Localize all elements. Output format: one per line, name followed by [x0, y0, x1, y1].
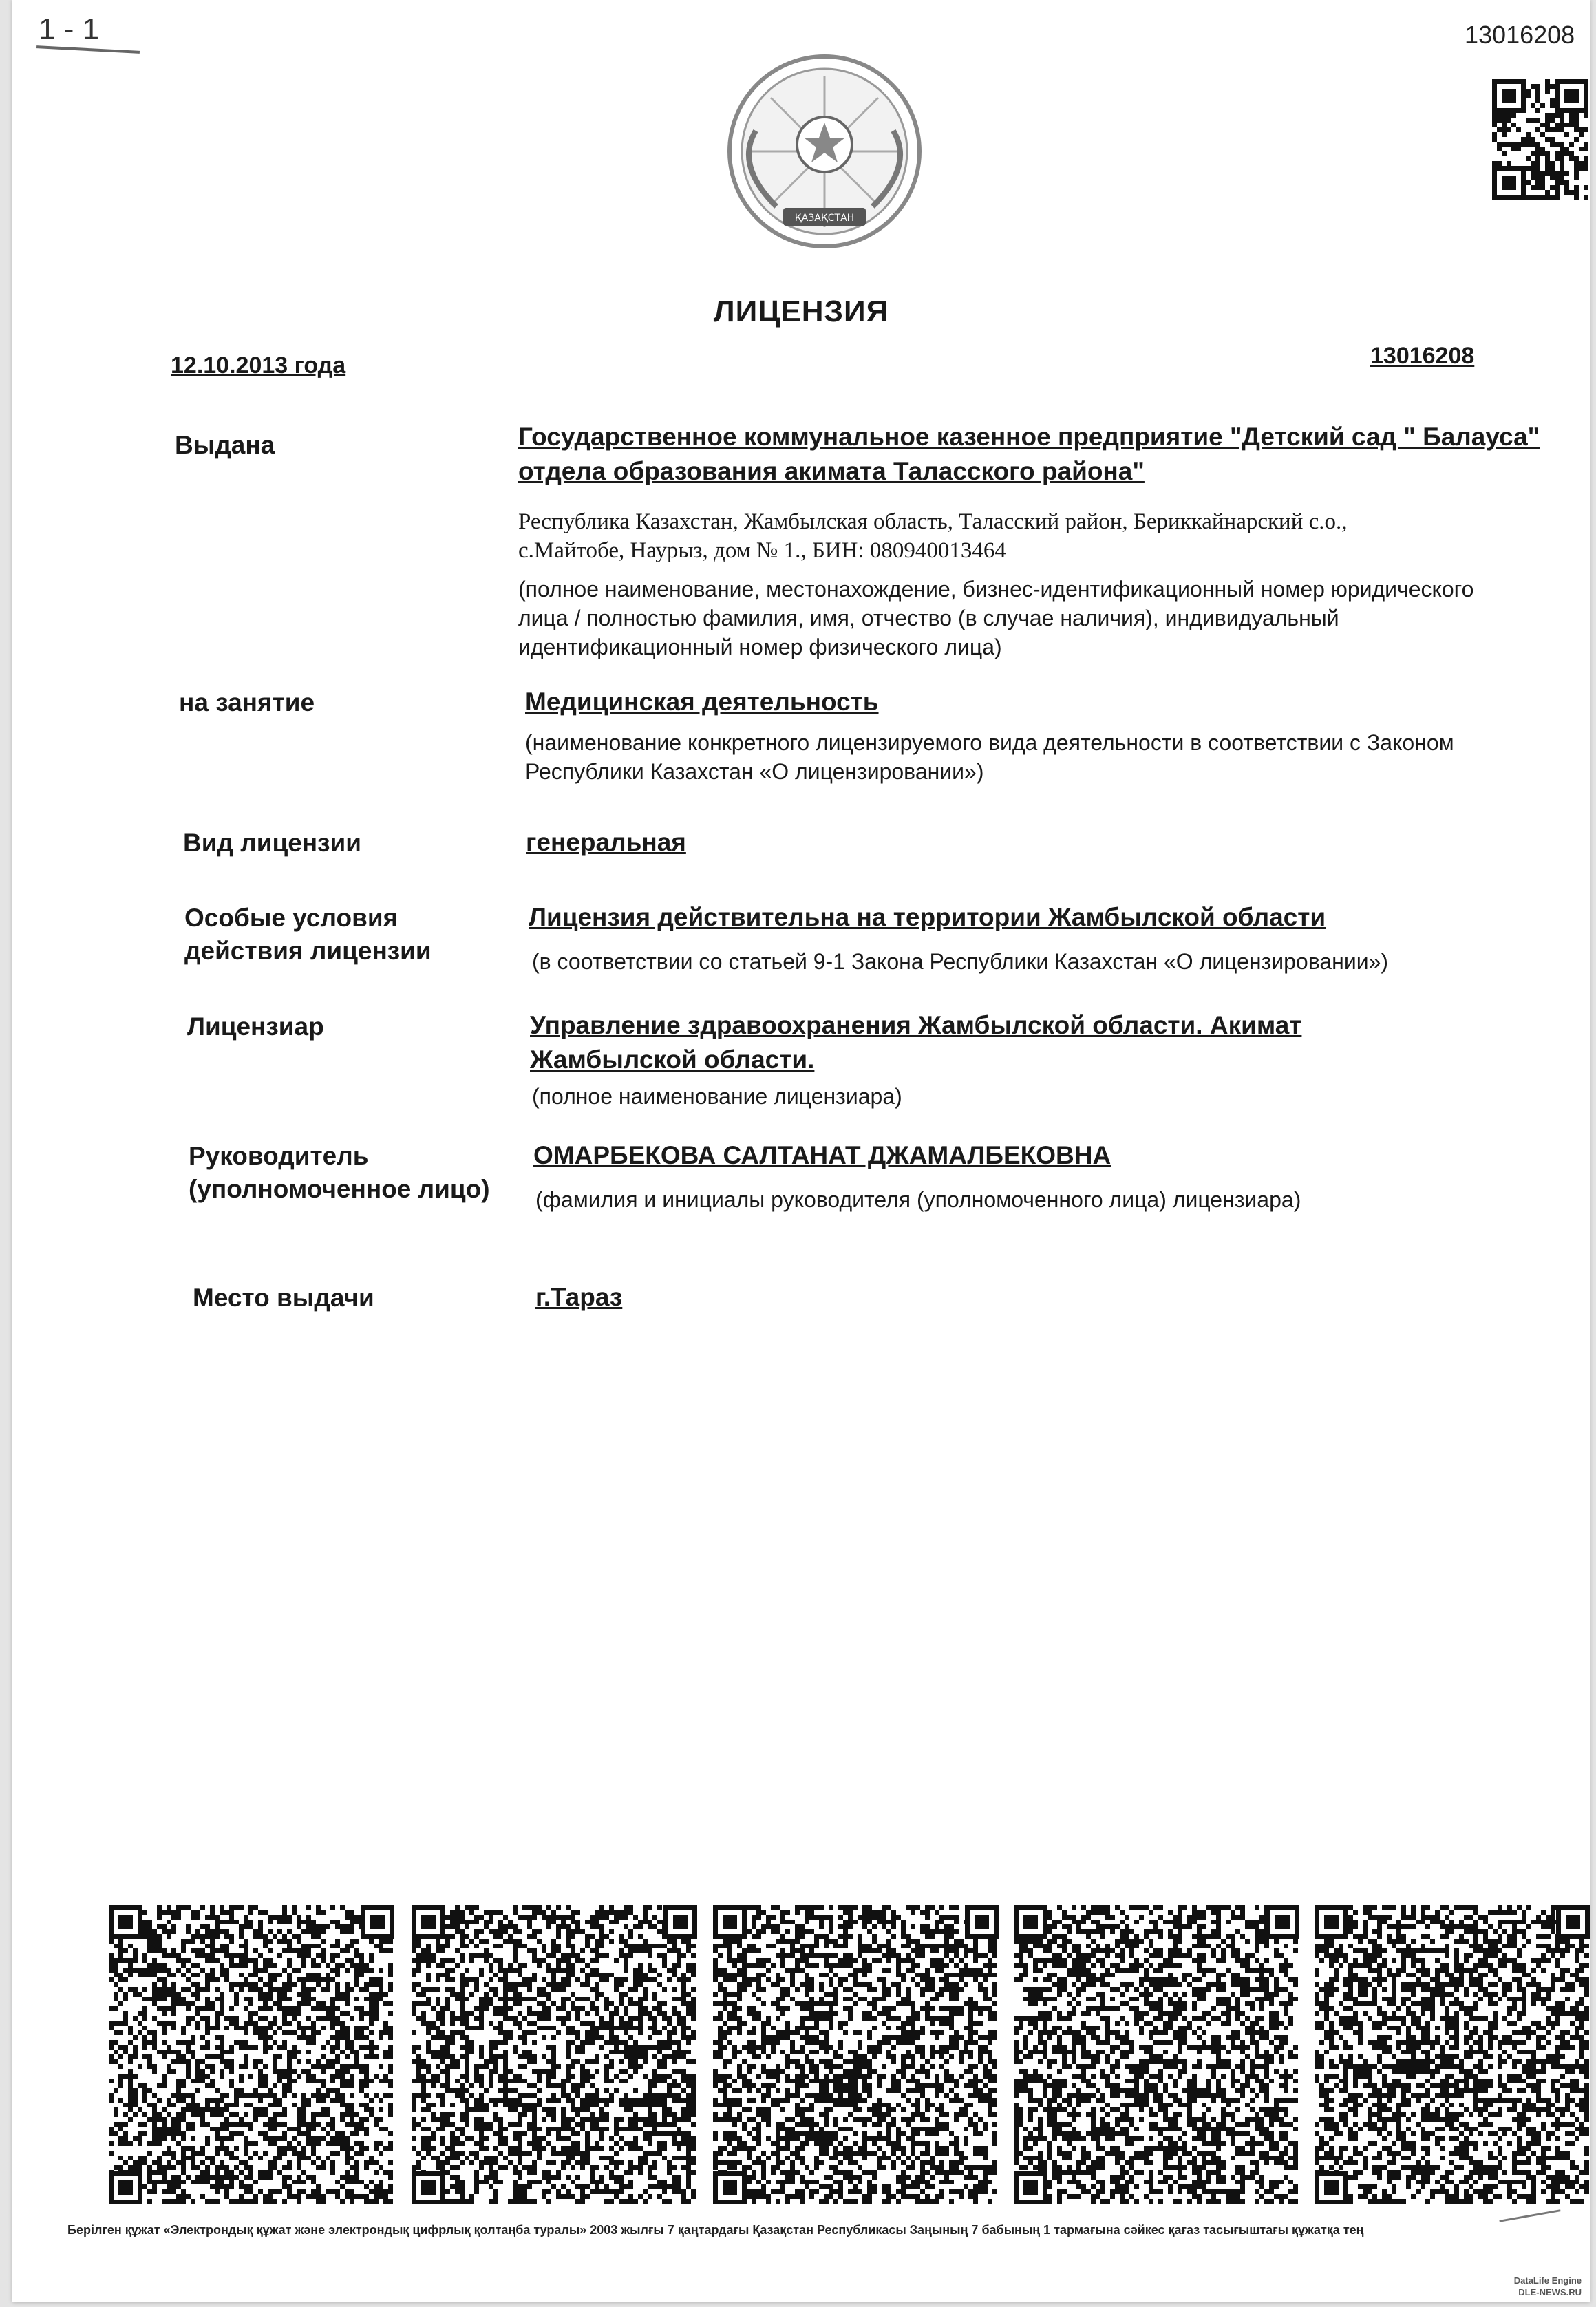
license-type-value: генеральная [526, 828, 686, 856]
issued-address-line-1: Республика Казахстан, Жамбылская область, Таласский район, Бериккайнарский с.о., [518, 509, 1348, 534]
license-sheet [12, 0, 1590, 2302]
bottom-qr-code-4 [1014, 1905, 1299, 2204]
head-label: Руководитель (уполномоченное лицо) [189, 1142, 490, 1203]
watermark-line-2: DLE-NEWS.RU [1518, 2287, 1582, 2297]
corner-qr-code [1492, 79, 1588, 200]
issue-date: 12.10.2013 года [171, 352, 346, 379]
licensor-note: (полное наименование лицензиара) [532, 1084, 902, 1109]
bottom-qr-code-1 [109, 1905, 394, 2204]
license-number: 13016208 [1370, 343, 1475, 369]
head-value: ОМАРБЕКОВА САЛТАНАТ ДЖАМАЛБЕКОВНА [533, 1141, 1111, 1169]
bottom-qr-code-2 [412, 1905, 697, 2204]
special-conditions-note: (в соответствии со статьей 9-1 Закона Республики Казахстан «О лицензировании») [532, 949, 1389, 974]
licensor-label: Лицензиар [187, 1012, 324, 1041]
special-conditions-label: Особые условия действия лицензии [184, 904, 432, 965]
issued-note: (полное наименование, местонахождение, бизнес-идентификационный номер юридического лица / полностью фамилия, имя, отчество (в случае наличия), индивидуальный идентификационный номер физического лица) [518, 577, 1474, 659]
activity-note: (наименование конкретного лицензируемого вида деятельности в соответствии с Законом Республики Казахстан «О лицензировании») [525, 730, 1454, 784]
document-title: ЛИЦЕНЗИЯ [713, 295, 889, 328]
corner-number: 13016208 [1465, 21, 1575, 49]
activity-label: на занятие [179, 688, 315, 716]
bottom-qr-code-5 [1315, 1905, 1590, 2204]
emblem-ribbon-text: ҚАЗАҚСТАН [794, 213, 855, 224]
watermark [1465, 2275, 1582, 2298]
state-emblem-icon [714, 48, 935, 255]
bottom-qr-code-3 [713, 1905, 999, 2204]
place-value: г.Тараз [535, 1283, 623, 1311]
activity-value: Медицинская деятельность [525, 688, 879, 716]
footer-legal-text: Берілген құжат «Электрондық құжат және электрондық цифрлық қолтаңба туралы» 2003 жылғы 7 қаңтардағы Қазақстан Республикасы Заңының 7 бабының 1 тармағына сәйкес қағаз тасығыштағы құжатқа тең [67, 2223, 1364, 2237]
handwritten-page-mark: 1 - 1 [39, 12, 100, 46]
issued-address-line-2: с.Майтобе, Наурыз, дом № 1., БИН: 080940013464 [518, 538, 1006, 563]
place-label: Место выдачи [193, 1284, 374, 1312]
licensor-value: Управление здравоохранения Жамбылской области. Акимат Жамбылской области. [530, 1011, 1302, 1074]
special-conditions-value: Лицензия действительна на территории Жамбылской области [529, 903, 1326, 931]
issued-name: Государственное коммунальное казенное предприятие "Детский сад " Балауса" отдела образования акимата Таласского района" [518, 423, 1540, 485]
head-note: (фамилия и инициалы руководителя (уполномоченного лица) лицензиара) [535, 1187, 1301, 1212]
license-type-label: Вид лицензии [183, 829, 362, 857]
issued-label: Выдана [175, 431, 275, 459]
pen-stroke [1499, 2209, 1560, 2222]
watermark-line-1: DataLife Engine [1513, 2275, 1582, 2286]
